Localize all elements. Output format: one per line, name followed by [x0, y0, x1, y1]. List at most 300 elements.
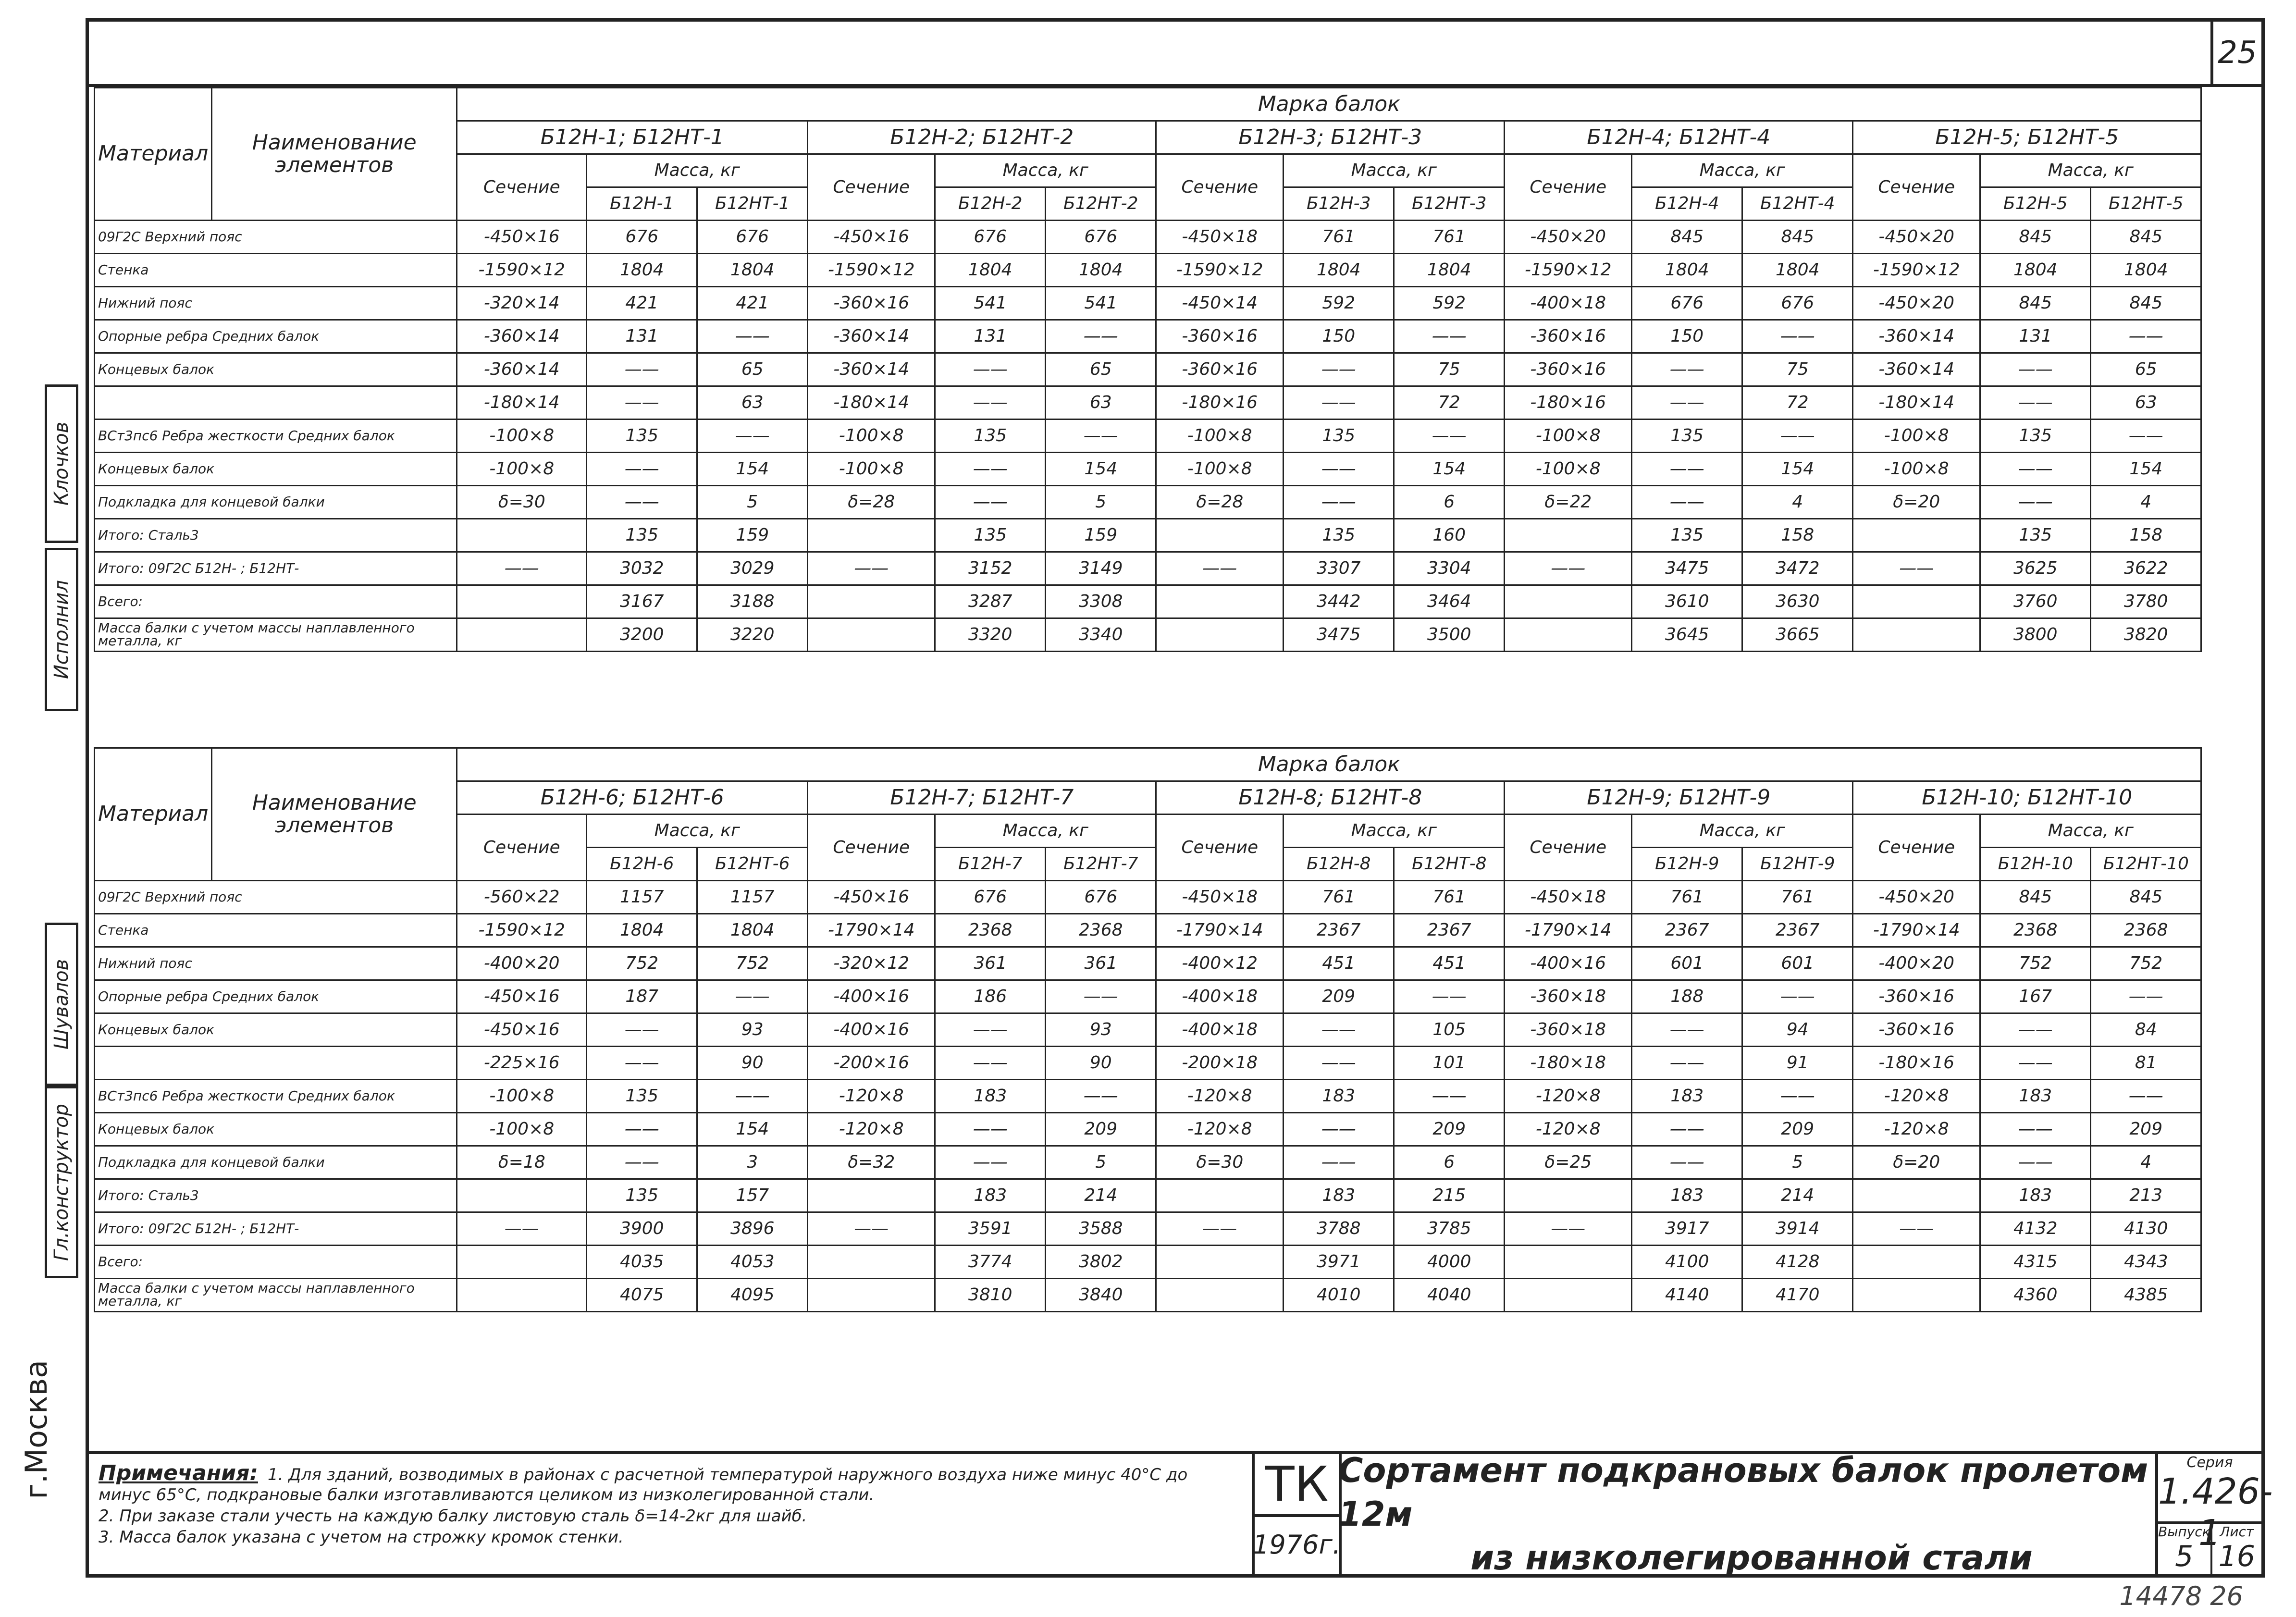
table-cell [808, 585, 935, 618]
table-cell: 65 [1046, 353, 1156, 386]
series-box [2155, 1454, 2273, 1574]
table-cell: -360×16 [1853, 980, 1980, 1013]
table-cell: 3220 [697, 618, 808, 652]
table-cell: 1804 [1742, 254, 1853, 287]
table-cell: -100×8 [1505, 420, 1632, 453]
table-cell: 209 [1742, 1113, 1853, 1146]
mark-b-header: Б12НТ-9 [1742, 848, 1853, 881]
institute-label: г.Москва [19, 1360, 54, 1499]
row-label: Нижний пояс [95, 947, 457, 980]
table-cell: 186 [935, 980, 1046, 1013]
group-header: Б12Н-3; Б12НТ-3 [1156, 121, 1505, 154]
table-cell: 135 [587, 420, 697, 453]
table-cell: —— [2091, 320, 2201, 353]
table-cell: —— [1284, 353, 1394, 386]
table-cell: -1590×12 [1853, 254, 1980, 287]
group-header: Б12Н-8; Б12НТ-8 [1156, 781, 1505, 815]
table-cell: -360×16 [1505, 320, 1632, 353]
table-cell: δ=32 [808, 1146, 935, 1179]
table-cell: 183 [935, 1179, 1046, 1212]
table-cell: -400×18 [1505, 287, 1632, 320]
group-header: Б12Н-5; Б12НТ-5 [1853, 121, 2201, 154]
table-cell: —— [1632, 453, 1742, 486]
table-cell: 135 [1632, 420, 1742, 453]
section-header: Сечение [457, 154, 587, 221]
table-cell: -100×8 [808, 453, 935, 486]
table-cell: 3029 [697, 552, 808, 585]
table-cell: 214 [1046, 1179, 1156, 1212]
table-row [95, 320, 2201, 353]
element-name-header: Наименование элементов [212, 748, 457, 881]
row-label: Концевых балок [95, 453, 457, 486]
table-cell: 451 [1394, 947, 1505, 980]
mark-b-header: Б12НТ-2 [1046, 187, 1156, 221]
title-block [89, 1450, 2273, 1578]
mass-header: Масса, кг [1980, 154, 2201, 187]
table-cell: 2368 [1980, 914, 2091, 947]
table-cell: 592 [1284, 287, 1394, 320]
table-cell: —— [1394, 980, 1505, 1013]
table-cell: 154 [1742, 453, 1853, 486]
mark-b-header: Б12НТ-10 [2091, 848, 2201, 881]
note-1: 1. Для зданий, возводимых в районах с расчетной температурой наружного воздуха ниже минус 40°С до минус 65°С, подкрановые балки изготавливаются целиком из низколегированной стали. [99, 1465, 1188, 1505]
mark-b-header: Б12НТ-4 [1742, 187, 1853, 221]
table-cell: 676 [587, 221, 697, 254]
issue-value: 5 [2175, 1540, 2194, 1573]
mark-a-header: Б12Н-9 [1632, 848, 1742, 881]
table-cell: -320×14 [457, 287, 587, 320]
section-header: Сечение [808, 815, 935, 881]
table-row [95, 453, 2201, 486]
mark-a-header: Б12Н-10 [1980, 848, 2091, 881]
binding-role-3: Шувалов [45, 923, 78, 1086]
table-cell: 761 [1742, 881, 1853, 914]
table-cell: 3971 [1284, 1246, 1394, 1279]
table-cell: 3307 [1284, 552, 1394, 585]
table-row [95, 914, 2201, 947]
table-cell: —— [1980, 1047, 2091, 1080]
mark-b-header: Б12НТ-8 [1394, 848, 1505, 881]
table-cell: 5 [1742, 1146, 1853, 1179]
table-cell: —— [1284, 453, 1394, 486]
page-number: 25 [2210, 22, 2261, 87]
table-cell: 101 [1394, 1047, 1505, 1080]
table-cell: —— [1980, 1113, 2091, 1146]
table-cell: —— [935, 1146, 1046, 1179]
table-cell: 3200 [587, 618, 697, 652]
table-row [95, 353, 2201, 386]
table-cell: —— [1632, 486, 1742, 519]
table-cell [457, 1279, 587, 1312]
table-cell: —— [587, 1113, 697, 1146]
table-cell: 845 [1980, 881, 2091, 914]
table-cell: 4053 [697, 1246, 808, 1279]
table-cell: -120×8 [1156, 1080, 1284, 1113]
table-cell: —— [587, 353, 697, 386]
table-cell: 752 [697, 947, 808, 980]
table-cell: —— [1980, 1146, 2091, 1179]
brand-header: Марка балок [457, 88, 2201, 121]
table-cell: 1804 [697, 254, 808, 287]
table-cell: 845 [2091, 287, 2201, 320]
table-cell: —— [1853, 552, 1980, 585]
table-cell: 183 [1632, 1179, 1742, 1212]
table-cell: 135 [1284, 420, 1394, 453]
drawing-sheet [86, 18, 2273, 1578]
table-cell: 3610 [1632, 585, 1742, 618]
table-cell: 154 [1046, 453, 1156, 486]
table-cell: 592 [1394, 287, 1505, 320]
table-cell: 676 [697, 221, 808, 254]
table-cell: —— [2091, 420, 2201, 453]
drawing-title [1338, 1450, 2165, 1578]
table-cell: -1590×12 [457, 914, 587, 947]
table-cell: 3442 [1284, 585, 1394, 618]
row-label: Итого: 09Г2С Б12Н- ; Б12НТ- [95, 1212, 457, 1246]
table-cell: 845 [1980, 287, 2091, 320]
table-cell: —— [1284, 1013, 1394, 1047]
table-cell: -400×16 [808, 980, 935, 1013]
table-cell: 601 [1742, 947, 1853, 980]
table-cell: δ=20 [1853, 1146, 1980, 1179]
row-label [95, 1047, 457, 1080]
table-cell: -450×16 [808, 221, 935, 254]
table-row [95, 1080, 2201, 1113]
table-cell: -360×16 [1853, 1013, 1980, 1047]
table-cell [1505, 1179, 1632, 1212]
table-cell: 154 [697, 453, 808, 486]
table-cell: 1804 [587, 254, 697, 287]
table-cell: -360×16 [808, 287, 935, 320]
table-cell: 3820 [2091, 618, 2201, 652]
mark-b-header: Б12НТ-7 [1046, 848, 1156, 881]
table-cell: -1790×14 [1156, 914, 1284, 947]
mass-header: Масса, кг [587, 815, 808, 848]
table-cell: 4010 [1284, 1279, 1394, 1312]
row-label: 09Г2С Верхний пояс [95, 881, 457, 914]
series-label: Серия [2186, 1454, 2233, 1471]
mark-a-header: Б12Н-7 [935, 848, 1046, 881]
table-cell: 1804 [1046, 254, 1156, 287]
table-cell: —— [1632, 1047, 1742, 1080]
table-cell: —— [1980, 486, 2091, 519]
table-cell: —— [587, 1146, 697, 1179]
table-cell: 3625 [1980, 552, 2091, 585]
brand-header: Марка балок [457, 748, 2201, 781]
row-label: Опорные ребра Средних балок [95, 320, 457, 353]
table-cell: 214 [1742, 1179, 1853, 1212]
table-cell: -450×16 [457, 1013, 587, 1047]
table-cell [808, 618, 935, 652]
table-row [95, 1212, 2201, 1246]
section-header: Сечение [1156, 154, 1284, 221]
notes [99, 1459, 1242, 1549]
table-cell: 4385 [2091, 1279, 2201, 1312]
table-cell: —— [587, 386, 697, 420]
mark-b-header: Б12НТ-6 [697, 848, 808, 881]
table-cell: 3464 [1394, 585, 1505, 618]
table-cell: 188 [1632, 980, 1742, 1013]
table-cell: 361 [1046, 947, 1156, 980]
table-cell: —— [1632, 386, 1742, 420]
table-cell: δ=28 [1156, 486, 1284, 519]
table-cell: 2368 [2091, 914, 2201, 947]
table-cell: 3287 [935, 585, 1046, 618]
table-cell: 2367 [1632, 914, 1742, 947]
table-cell: —— [1632, 353, 1742, 386]
table-cell: 4360 [1980, 1279, 2091, 1312]
table-cell [1853, 519, 1980, 552]
table-cell: 5 [697, 486, 808, 519]
table-cell: 135 [935, 519, 1046, 552]
table-cell: -180×18 [1505, 1047, 1632, 1080]
group-header: Б12Н-4; Б12НТ-4 [1505, 121, 1853, 154]
table-cell: —— [697, 980, 808, 1013]
table-cell: -100×8 [457, 420, 587, 453]
table-cell: 4000 [1394, 1246, 1505, 1279]
table-cell: -100×8 [457, 1113, 587, 1146]
table-row [95, 420, 2201, 453]
table-cell: -360×14 [1853, 353, 1980, 386]
row-label: Итого: Сталь3 [95, 1179, 457, 1212]
table-cell: —— [1046, 420, 1156, 453]
table-cell: —— [457, 1212, 587, 1246]
mark-b-header: Б12НТ-3 [1394, 187, 1505, 221]
table-cell: —— [935, 1013, 1046, 1047]
section-header: Сечение [808, 154, 935, 221]
table-cell [457, 618, 587, 652]
table-cell: 845 [1980, 221, 2091, 254]
table-row [95, 1113, 2201, 1146]
table-cell [808, 1246, 935, 1279]
table-cell: 451 [1284, 947, 1394, 980]
table-row [95, 947, 2201, 980]
table-cell: -120×8 [1853, 1113, 1980, 1146]
row-label: Всего: [95, 1246, 457, 1279]
row-label: Итого: 09Г2С Б12Н- ; Б12НТ- [95, 552, 457, 585]
table-cell: 3802 [1046, 1246, 1156, 1279]
table-cell: 4140 [1632, 1279, 1742, 1312]
table-row [95, 618, 2201, 652]
group-header: Б12Н-7; Б12НТ-7 [808, 781, 1156, 815]
table-cell: 761 [1394, 881, 1505, 914]
table-cell: 183 [1980, 1179, 2091, 1212]
table-cell [808, 1279, 935, 1312]
table-cell: 676 [1632, 287, 1742, 320]
table-row [95, 486, 2201, 519]
table-cell [457, 1246, 587, 1279]
table-cell: -360×14 [1853, 320, 1980, 353]
table-cell: 676 [935, 881, 1046, 914]
row-label: Концевых балок [95, 1013, 457, 1047]
table-cell: 154 [1394, 453, 1505, 486]
table-cell: 183 [1284, 1080, 1394, 1113]
table-cell: —— [457, 552, 587, 585]
mass-header: Масса, кг [1632, 815, 1853, 848]
mark-a-header: Б12Н-2 [935, 187, 1046, 221]
table-cell: 209 [1284, 980, 1394, 1013]
note-2: 2. При заказе стали учесть на каждую балку листовую сталь δ=14-2кг для шайб. [99, 1506, 807, 1526]
table-cell: 676 [935, 221, 1046, 254]
table-cell: -100×8 [457, 1080, 587, 1113]
mass-header: Масса, кг [1284, 815, 1505, 848]
table-cell: -450×16 [457, 221, 587, 254]
table-cell: -450×20 [1853, 881, 1980, 914]
table-cell: 676 [1046, 881, 1156, 914]
mass-header: Масса, кг [1980, 815, 2201, 848]
table-cell: -180×14 [808, 386, 935, 420]
table-cell: -200×18 [1156, 1047, 1284, 1080]
table-cell: 676 [1742, 287, 1853, 320]
table-cell: —— [935, 353, 1046, 386]
mark-b-header: Б12НТ-1 [697, 187, 808, 221]
table-cell: 4343 [2091, 1246, 2201, 1279]
mark-a-header: Б12Н-8 [1284, 848, 1394, 881]
table-cell: -450×20 [1853, 221, 1980, 254]
table-cell: 154 [2091, 453, 2201, 486]
table-cell: -100×8 [1156, 453, 1284, 486]
table-row [95, 881, 2201, 914]
table-cell: -360×14 [808, 320, 935, 353]
table-cell: 421 [697, 287, 808, 320]
table-row [95, 1179, 2201, 1212]
table-cell: 1157 [587, 881, 697, 914]
table-cell: —— [1505, 552, 1632, 585]
tk-label: ТК [1255, 1454, 1339, 1517]
table-cell: 3500 [1394, 618, 1505, 652]
table-cell: —— [587, 486, 697, 519]
table-cell: —— [1980, 453, 2091, 486]
table-cell [808, 519, 935, 552]
table-cell: -1790×14 [808, 914, 935, 947]
section-header: Сечение [1505, 154, 1632, 221]
table-cell: 1804 [1394, 254, 1505, 287]
table-cell: —— [808, 1212, 935, 1246]
table-cell [1156, 585, 1284, 618]
sheet-label: Лист [2220, 1524, 2254, 1540]
table-cell: 158 [2091, 519, 2201, 552]
table-cell: 150 [1284, 320, 1394, 353]
table-cell: 131 [587, 320, 697, 353]
table-row [95, 519, 2201, 552]
table-cell: —— [935, 486, 1046, 519]
table-cell: —— [1046, 1080, 1156, 1113]
table-cell: -400×16 [1505, 947, 1632, 980]
table-cell: —— [1284, 1113, 1394, 1146]
table-cell: δ=30 [1156, 1146, 1284, 1179]
table-cell: -100×8 [808, 420, 935, 453]
table-cell [1853, 618, 1980, 652]
table-cell: 135 [1980, 519, 2091, 552]
table-cell: 761 [1284, 881, 1394, 914]
table-cell [1505, 519, 1632, 552]
table-cell: 135 [1980, 420, 2091, 453]
year-label: 1976г. [1253, 1530, 1341, 1560]
group-header: Б12Н-10; Б12НТ-10 [1853, 781, 2201, 815]
table-cell: 90 [1046, 1047, 1156, 1080]
table-cell [1505, 618, 1632, 652]
table-cell: -400×20 [1853, 947, 1980, 980]
table-cell: 845 [1742, 221, 1853, 254]
table-cell: —— [1394, 320, 1505, 353]
mass-header: Масса, кг [935, 815, 1156, 848]
note-3: 3. Масса балок указана с учетом на строжку кромок стенки. [99, 1528, 624, 1547]
table-cell: 2367 [1742, 914, 1853, 947]
group-header: Б12Н-2; Б12НТ-2 [808, 121, 1156, 154]
table-cell: —— [1394, 1080, 1505, 1113]
table-cell: 3591 [935, 1212, 1046, 1246]
table-cell: 2368 [1046, 914, 1156, 947]
table-cell: 159 [697, 519, 808, 552]
table-cell: 135 [935, 420, 1046, 453]
table-cell: -450×18 [1156, 221, 1284, 254]
table-cell: 3630 [1742, 585, 1853, 618]
table-cell: δ=30 [457, 486, 587, 519]
table-cell: 183 [1284, 1179, 1394, 1212]
table-cell: -100×8 [1853, 420, 1980, 453]
table-cell: -1790×14 [1505, 914, 1632, 947]
table-cell: 4095 [697, 1279, 808, 1312]
table-cell: 1804 [1980, 254, 2091, 287]
table-cell: 752 [587, 947, 697, 980]
table-cell: 761 [1632, 881, 1742, 914]
table-cell: -1590×12 [1505, 254, 1632, 287]
table-cell: 3149 [1046, 552, 1156, 585]
section-header: Сечение [1505, 815, 1632, 881]
table-cell: 63 [2091, 386, 2201, 420]
table-cell: —— [1742, 420, 1853, 453]
table-row [95, 552, 2201, 585]
table-cell: 421 [587, 287, 697, 320]
table-cell: 63 [1046, 386, 1156, 420]
table-row [95, 980, 2201, 1013]
table-cell: 91 [1742, 1047, 1853, 1080]
table-cell: 135 [1284, 519, 1394, 552]
table-cell: —— [1632, 1113, 1742, 1146]
sheet-cell [2210, 1524, 2262, 1574]
table-cell: 3840 [1046, 1279, 1156, 1312]
table-cell: 4315 [1980, 1246, 2091, 1279]
table-cell: 131 [935, 320, 1046, 353]
table-cell: 6 [1394, 1146, 1505, 1179]
table-cell: 84 [2091, 1013, 2201, 1047]
table-cell: 752 [2091, 947, 2201, 980]
table-cell: —— [1742, 1080, 1853, 1113]
table-cell: δ=28 [808, 486, 935, 519]
table-cell: 213 [2091, 1179, 2201, 1212]
table-cell: 209 [2091, 1113, 2201, 1146]
table-cell: -100×8 [1853, 453, 1980, 486]
table-cell: -400×20 [457, 947, 587, 980]
table-cell: 4132 [1980, 1212, 2091, 1246]
table-cell: 3308 [1046, 585, 1156, 618]
mass-header: Масса, кг [1284, 154, 1505, 187]
table-cell: 209 [1046, 1113, 1156, 1146]
table-cell [1156, 1179, 1284, 1212]
table-cell [1156, 1246, 1284, 1279]
table-cell: -360×16 [1505, 353, 1632, 386]
table-cell: -360×18 [1505, 1013, 1632, 1047]
table-row [95, 386, 2201, 420]
group-header: Б12Н-9; Б12НТ-9 [1505, 781, 1853, 815]
table-cell: -450×20 [1853, 287, 1980, 320]
table-cell: 135 [1632, 519, 1742, 552]
table-cell: —— [1742, 320, 1853, 353]
table-cell: 5 [1046, 1146, 1156, 1179]
table-cell [457, 585, 587, 618]
table-cell: 752 [1980, 947, 2091, 980]
table-cell: -120×8 [1505, 1080, 1632, 1113]
